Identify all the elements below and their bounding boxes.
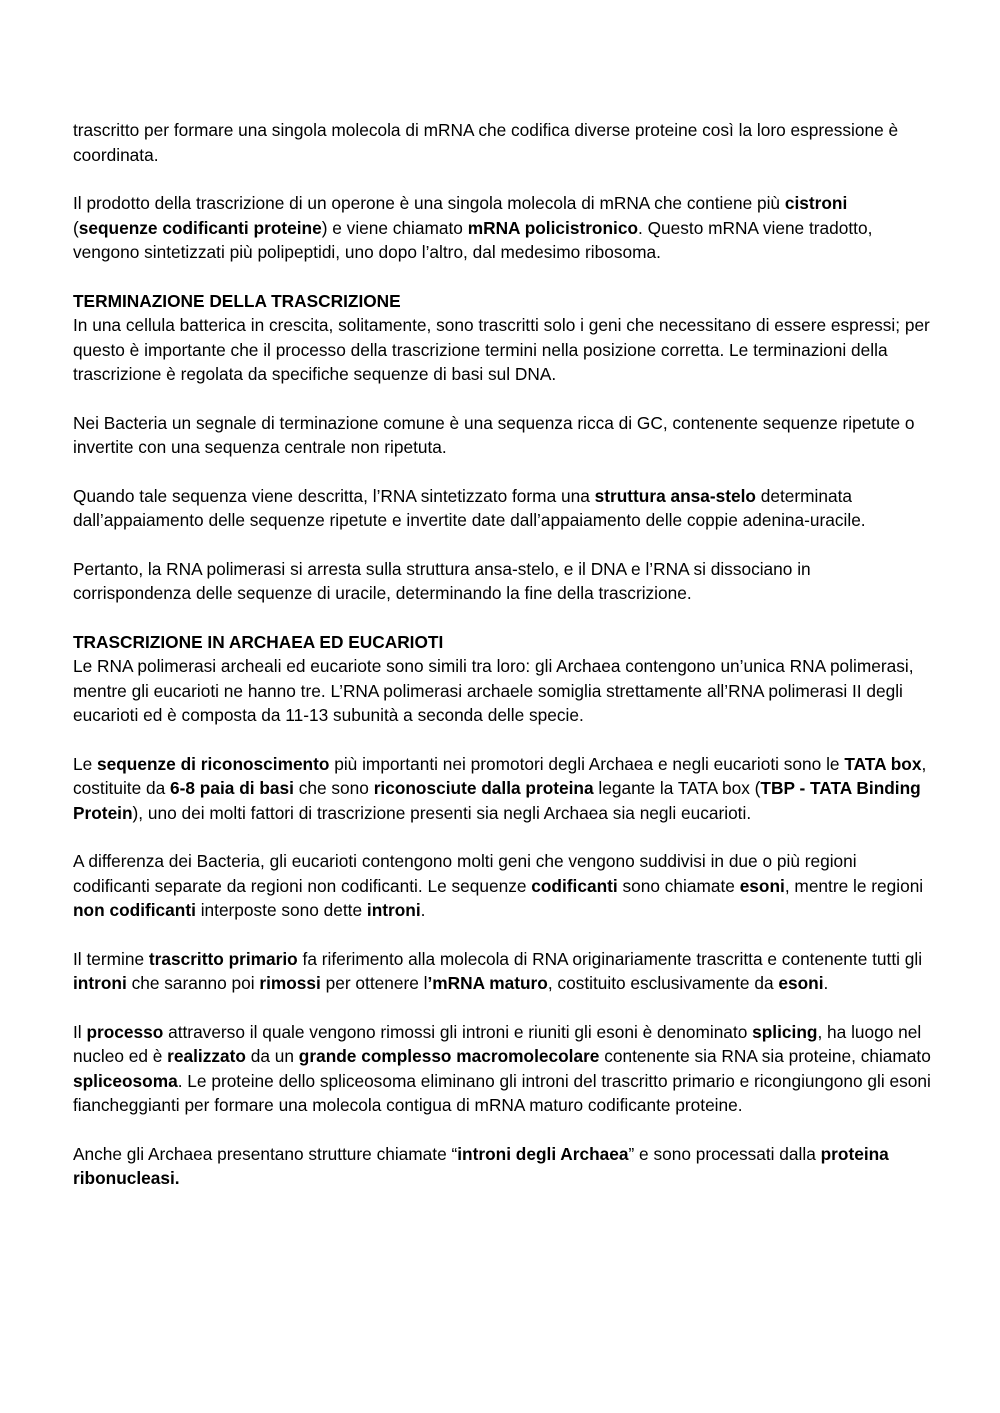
text-run: Il termine [73,948,149,969]
text-run: Pertanto, la RNA polimerasi si arresta sulla struttura ansa-stelo, e il DNA e l’RNA si dissociano in corrispondenza delle sequenze di uracile, determinando la fine della trascrizione. [73,558,811,603]
text-run: legante la TATA box ( [593,778,761,798]
text-run: da un [245,1046,299,1066]
text-run: ( [73,217,79,238]
text-run: ), uno dei molti fattori di trascrizione presenti sia negli Archaea sia negli eucarioti. [132,802,752,823]
body-paragraph [73,947,932,996]
bold-term: processo [86,1021,164,1042]
body-paragraph [73,484,932,533]
bold-term: non codificanti [73,900,196,920]
section-heading: TERMINAZIONE DELLA TRASCRIZIONE [73,290,401,311]
text-run: , mentre le regioni [784,875,924,896]
bold-term: grande complesso macromolecolare [298,1046,600,1066]
body-paragraph [73,313,932,387]
text-run: ” e sono processati dalla [628,1143,821,1164]
bold-term: esoni [739,875,785,896]
text-run: interposte sono dette [195,900,367,920]
bold-term: struttura ansa-stelo [594,485,756,506]
text-run: In una cellula batterica in crescita, solitamente, sono trascritti solo i geni che necessitano di essere espressi; per questo è importante che il processo della trascrizione termini nella posizione corretta. Le terminazioni della trascrizione è regolata da specifiche sequenze di basi sul DNA. [73,315,930,384]
bold-term: proteina ribonucleasi. [73,1143,889,1188]
body-paragraph [73,557,932,606]
bold-term: splicing [752,1021,818,1042]
text-run: ) e viene chiamato [321,217,468,238]
body-paragraph [73,411,932,460]
bold-term: introni [366,900,421,920]
bold-term: TBP - TATA Binding Protein [73,778,921,823]
body-paragraph [73,1142,932,1191]
text-run: Le RNA polimerasi archeali ed eucariote sono simili tra loro: gli Archaea contengono un’unica RNA polimerasi, mentre gli eucarioti ne hanno tre. L’RNA polimerasi archaele somiglia strettamente all’RNA polimerasi II degli eucarioti ed è composta da 11-13 subunità a seconda delle specie. [73,656,914,725]
text-run: attraverso il quale vengono rimossi gli introni e riuniti gli esoni è denominato [163,1021,753,1042]
section-heading: TRASCRIZIONE IN ARCHAEA ED EUCARIOTI [73,631,444,652]
text-run: . [420,900,426,920]
bold-term: codificanti [531,875,618,896]
bold-term: 6-8 paia di basi [170,778,294,798]
bold-term: cistroni [784,193,848,213]
text-run: Le [73,753,98,774]
bold-term: sequenze codificanti proteine [78,217,322,238]
bold-term: sequenze di riconoscimento [97,753,330,774]
text-run: , costituite da [73,753,927,798]
text-run: contenente sia RNA sia proteine, chiamato [599,1046,931,1066]
body-paragraph [73,118,932,167]
text-run: , costituito esclusivamente da [547,973,779,993]
text-run: fa riferimento alla molecola di RNA originariamente trascritta e contenente tutti gli [297,948,923,969]
text-run: che sono [293,778,374,798]
text-run: trascritto per formare una singola molecola di mRNA che codifica diverse proteine così la loro espressione è coordinata. [73,120,899,165]
text-run: determinata dall’appaiamento delle sequenze ripetute e invertite date dall’appaiamento delle coppie adenina-uracile. [73,485,866,530]
bold-term: esoni [778,973,824,993]
text-run: . Le proteine dello spliceosoma eliminano gli introni del trascritto primario e ricongiungono gli esoni fiancheggianti per formare una molecola contigua di mRNA maturo codificante proteine. [73,1070,931,1115]
text-run: Nei Bacteria un segnale di terminazione comune è una sequenza ricca di GC, contenente sequenze ripetute o invertite con una sequenza centrale non ripetuta. [73,412,915,457]
body-paragraph [73,654,932,728]
text-run: per ottenere l [320,973,428,993]
text-run: sono chiamate [617,875,740,896]
body-paragraph [73,752,932,826]
text-run: Il [73,1021,87,1042]
body-paragraph [73,1020,932,1118]
bold-term: introni [73,973,127,993]
bold-term: riconosciute dalla proteina [373,778,594,798]
bold-term: ’mRNA maturo [427,973,548,993]
text-run: più importanti nei promotori degli Archaea e negli eucarioti sono le [329,753,845,774]
text-run: che saranno poi [126,973,260,993]
text-run: Quando tale sequenza viene descritta, l’RNA sintetizzato forma una [73,485,595,506]
bold-term: spliceosoma [73,1070,178,1091]
body-paragraph [73,191,932,265]
bold-term: realizzato [167,1046,246,1066]
body-paragraph [73,849,932,923]
text-run: Il prodotto della trascrizione di un operone è una singola molecola di mRNA che contiene più [73,193,785,213]
text-run: A differenza dei Bacteria, gli eucarioti contengono molti geni che vengono suddivisi in due o più regioni codificanti separate da regioni non codificanti. Le sequenze [73,851,857,896]
bold-term: introni degli Archaea [457,1143,629,1164]
text-run: , ha luogo nel nucleo ed è [73,1021,922,1066]
text-run: . Questo mRNA viene tradotto, vengono sintetizzati più polipeptidi, uno dopo l’altro, dal medesimo ribosoma. [73,217,873,262]
bold-term: trascritto primario [148,948,298,969]
bold-term: rimossi [259,973,321,993]
text-run: Anche gli Archaea presentano strutture chiamate “ [73,1143,458,1164]
text-run: . [823,973,829,993]
bold-term: TATA box [844,753,922,774]
bold-term: mRNA policistronico [467,217,638,238]
